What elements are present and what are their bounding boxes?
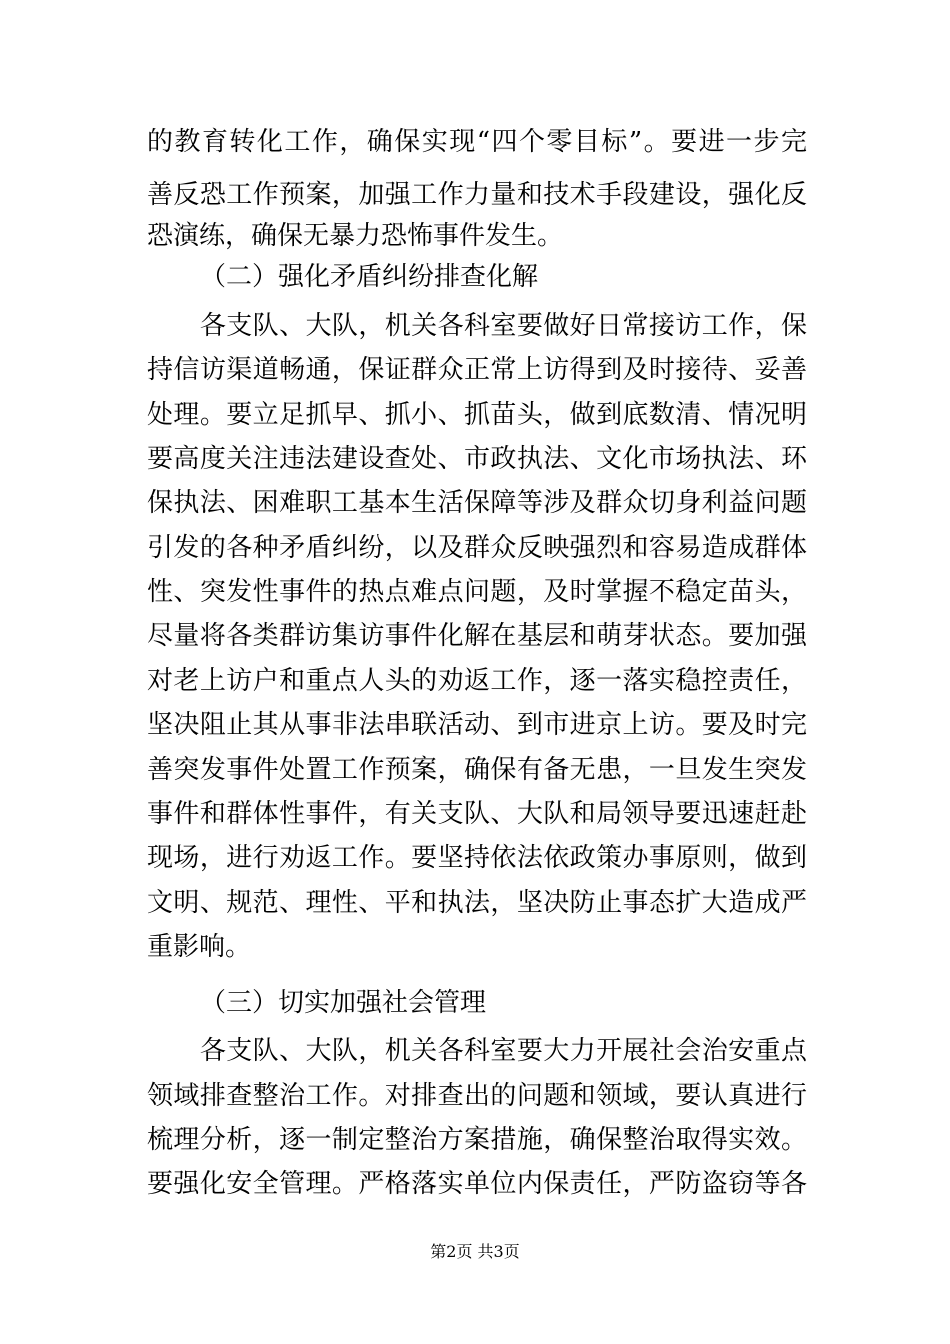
paragraph-line: 的教育转化工作，确保实现“四个零目标”。要进一步完	[147, 127, 807, 157]
page-footer: 第2页 共3页	[430, 1242, 520, 1261]
paragraph-line: 持信访渠道畅通，保证群众正常上访得到及时接待、妥善	[147, 355, 807, 385]
paragraph-line: 尽量将各类群访集访事件化解在基层和萌芽状态。要加强	[147, 621, 807, 651]
section-heading-3: （三）切实加强社会管理	[200, 988, 487, 1018]
paragraph-line: 现场，进行劝返工作。要坚持依法依政策办事原则，做到	[147, 843, 807, 873]
paragraph-line: 坚决阻止其从事非法串联活动、到市进京上访。要及时完	[147, 710, 807, 740]
paragraph-line: 事件和群体性事件，有关支队、大队和局领导要迅速赶赴	[147, 799, 807, 829]
paragraph-line: 保执法、困难职工基本生活保障等涉及群众切身利益问题	[147, 488, 807, 518]
paragraph-line: 对老上访户和重点人头的劝返工作，逐一落实稳控责任，	[147, 666, 807, 696]
paragraph-line: 处理。要立足抓早、抓小、抓苗头，做到底数清、情况明	[147, 400, 807, 430]
paragraph-line: 性、突发性事件的热点难点问题，及时掌握不稳定苗头，	[147, 577, 807, 607]
paragraph-line: 重影响。	[147, 932, 252, 962]
paragraph-line: 善突发事件处置工作预案，确保有备无患，一旦发生突发	[147, 755, 807, 785]
paragraph-line: 领域排查整治工作。对排查出的问题和领域，要认真进行	[147, 1081, 807, 1111]
paragraph-line: 各支队、大队，机关各科室要大力开展社会治安重点	[147, 1036, 807, 1066]
paragraph-line: 梳理分析，逐一制定整治方案措施，确保整治取得实效。	[147, 1125, 807, 1155]
paragraph-line: 要高度关注违法建设查处、市政执法、文化市场执法、环	[147, 444, 807, 474]
paragraph-line: 各支队、大队，机关各科室要做好日常接访工作，保	[147, 311, 807, 341]
section-heading-2: （二）强化矛盾纠纷排查化解	[200, 262, 539, 292]
paragraph-line: 善反恐工作预案，加强工作力量和技术手段建设，强化反	[147, 180, 807, 210]
paragraph-line: 要强化安全管理。严格落实单位内保责任，严防盗窃等各	[147, 1169, 807, 1199]
paragraph-line: 恐演练，确保无暴力恐怖事件发生。	[147, 221, 564, 251]
paragraph-line: 文明、规范、理性、平和执法，坚决防止事态扩大造成严	[147, 888, 807, 918]
paragraph-line: 引发的各种矛盾纠纷，以及群众反映强烈和容易造成群体	[147, 533, 807, 563]
